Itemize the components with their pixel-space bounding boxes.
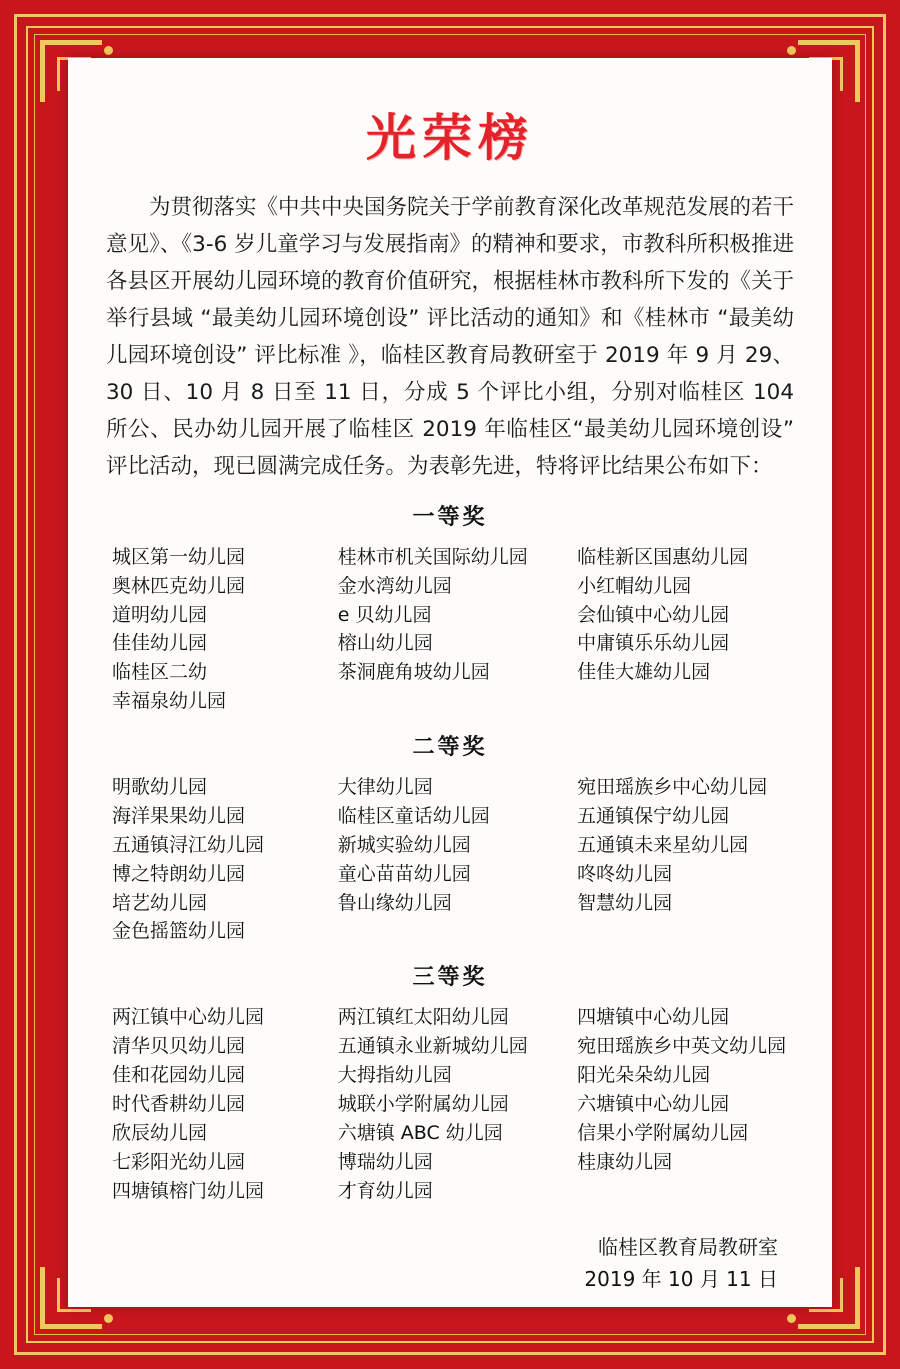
list-item: 新城实验幼儿园 [337,833,471,856]
dot-ornament-bottom-left [104,1314,113,1323]
list-item: 清华贝贝幼儿园 [112,1035,246,1058]
award-list-first [112,543,796,716]
list-item: 桂康幼儿园 [577,1150,673,1173]
list-item: 六塘镇 ABC 幼儿园 [337,1121,503,1144]
signature-date: 2019 年 10 月 11 日 [584,1267,778,1292]
list-item: 金水湾幼儿园 [337,574,452,597]
list-item: 奥林匹克幼儿园 [112,574,246,597]
award-heading-first: 一等奖 [412,504,488,530]
award-column [112,543,338,716]
list-item: 佳和花园幼儿园 [112,1064,246,1086]
list-item: 两江镇中心幼儿园 [112,1006,265,1029]
list-item: 信果小学附属幼儿园 [577,1121,749,1144]
list-item: 临桂区童话幼儿园 [337,804,490,827]
list-item: 明歌幼儿园 [112,776,208,798]
list-item: 四塘镇榕门幼儿园 [112,1179,265,1202]
page-title: 光荣榜 [366,109,534,167]
list-item: 幸福泉幼儿园 [112,690,227,713]
list-item: 金色摇篮幼儿园 [112,920,246,943]
list-item: 时代香耕幼儿园 [112,1092,246,1115]
list-item: 博之特朗幼儿园 [112,862,246,885]
list-item: 城区第一幼儿园 [112,545,246,568]
list-item: 五通镇保宁幼儿园 [577,804,730,827]
paper-sheet [68,58,832,1307]
list-item: 两江镇红太阳幼儿园 [337,1006,509,1029]
signature-block [104,1231,796,1295]
list-item: 鲁山缘幼儿园 [337,891,452,914]
award-heading-third: 三等奖 [412,965,488,991]
award-column [577,543,796,716]
list-item: 培艺幼儿园 [112,891,208,914]
list-item: 欣辰幼儿园 [112,1121,208,1144]
list-item: 佳佳大雄幼儿园 [577,661,711,684]
dot-ornament-top-left [104,46,113,55]
list-item: e 贝幼儿园 [337,603,432,626]
list-item: 临桂新区国惠幼儿园 [577,545,749,568]
award-column [112,773,338,946]
list-item: 宛田瑶族乡中心幼儿园 [577,776,768,798]
list-item: 智慧幼儿园 [577,891,673,914]
list-item: 五通镇浔江幼儿园 [112,833,265,856]
list-item: 道明幼儿园 [112,603,208,626]
list-item: 五通镇未来星幼儿园 [577,833,749,856]
award-column [112,1003,338,1205]
list-item: 四塘镇中心幼儿园 [577,1006,730,1029]
list-item: 博瑞幼儿园 [337,1150,433,1173]
list-item: 海洋果果幼儿园 [112,804,246,827]
list-item: 榕山幼儿园 [337,632,433,655]
award-list-third [112,1003,796,1205]
list-item: 小红帽幼儿园 [577,574,692,597]
list-item: 咚咚幼儿园 [577,862,673,885]
list-item: 会仙镇中心幼儿园 [577,603,730,626]
list-item: 童心苗苗幼儿园 [337,862,471,885]
list-item: 佳佳幼儿园 [112,632,208,655]
list-item: 大律幼儿园 [337,776,433,798]
dot-ornament-bottom-right [787,1314,796,1323]
list-item: 大拇指幼儿园 [337,1064,452,1086]
dot-ornament-top-right [787,46,796,55]
award-column [577,1003,796,1205]
announcement-body: 为贯彻落实《中共中央国务院关于学前教育深化改革规范发展的若干意见》、《3-6 岁儿童学习与发展指南》的精神和要求，市教科所积极推进各县区开展幼儿园环境的教育价值研究，根据桂林市教科所下发的《关于举行县域 “最美幼儿园环境创设” 评比活动的通知》和《桂林市 “最美幼儿园环境创设” 评比标准 》，临桂区教育局教研室于 2019 年 9 月 29、30 日、10 月 8 日至 11 日，分成 5 个评比小组，分别对临桂区 104 所公、民办幼儿园开展了临桂区 2019 年临桂区“最美幼儿园环境创设” 评比活动，现已圆满完成任务。为表彰先进，特将评比结果公布如下： [106,195,795,479]
award-column [577,773,796,946]
award-column [338,773,577,946]
list-item: 城联小学附属幼儿园 [337,1092,509,1115]
award-column [338,1003,577,1205]
award-column [338,543,577,716]
list-item: 五通镇永业新城幼儿园 [337,1035,528,1058]
list-item: 桂林市机关国际幼儿园 [337,545,528,568]
award-list-second [112,773,796,946]
signature-issuer: 临桂区教育局教研室 [598,1235,778,1260]
list-item: 阳光朵朵幼儿园 [577,1064,711,1086]
list-item: 中庸镇乐乐幼儿园 [577,632,730,655]
list-item: 七彩阳光幼儿园 [112,1150,246,1173]
list-item: 茶洞鹿角坡幼儿园 [337,661,490,684]
list-item: 宛田瑶族乡中英文幼儿园 [577,1035,787,1058]
list-item: 临桂区二幼 [112,661,208,684]
award-heading-second: 二等奖 [412,735,488,760]
list-item: 才育幼儿园 [337,1179,433,1202]
list-item: 六塘镇中心幼儿园 [577,1092,730,1115]
